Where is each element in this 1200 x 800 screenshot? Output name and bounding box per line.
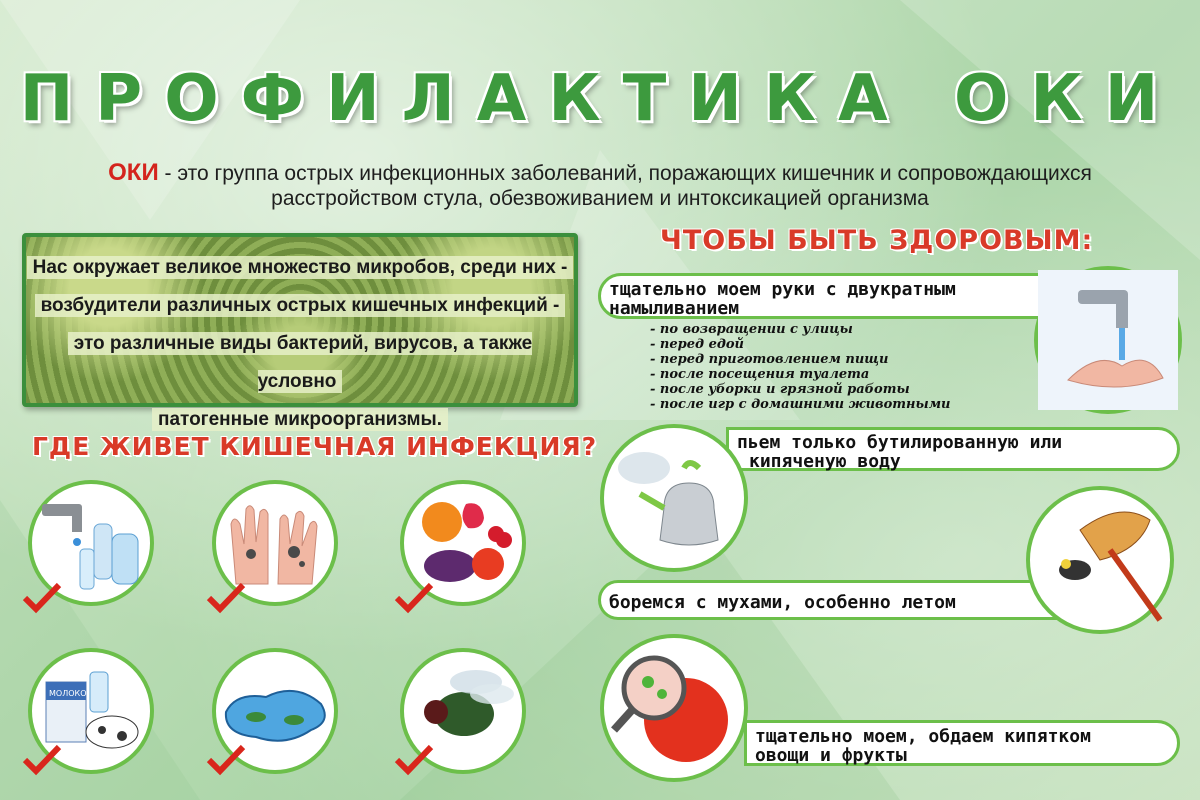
intro-line-2: расстройством стула, обезвоживанием и интоксикацией организма — [271, 187, 929, 210]
fly-swatter-icon — [1026, 486, 1174, 634]
tip-3-line-1: боремся с мухами, особенно летом — [609, 592, 956, 613]
tip-4-line-1: тщательно моем, обдаем кипятком — [755, 726, 1091, 747]
microbes-line-4: патогенные микроорганизмы. — [152, 408, 448, 431]
checkmark-icon — [22, 744, 62, 774]
tomato-magnifier-icon — [600, 634, 748, 782]
healthy-heading: ЧТОБЫ БЫТЬ ЗДОРОВЫМ: — [660, 225, 1094, 256]
milk-label: МОЛОКО — [49, 689, 87, 698]
checkmark-icon — [206, 744, 246, 774]
tip-1-line-2: намыливанием — [609, 298, 740, 319]
microbes-line-3: это различные виды бактерий, вирусов, а также условно — [68, 332, 532, 393]
intro-line-1: - это группа острых инфекционных заболеваний, поражающих кишечник и сопровождающихся — [158, 162, 1092, 185]
kettle-icon — [600, 424, 748, 572]
tip-4-line-2: овощи и фрукты — [755, 745, 907, 766]
list-item: - после игр с домашними животными — [650, 397, 951, 412]
list-item: - после уборки и грязной работы — [650, 382, 910, 397]
microbes-line-2: возбудители различных острых кишечных инфекций - — [35, 294, 566, 317]
checkmark-icon — [206, 582, 246, 612]
tip-1-line-1: тщательно моем руки с двукратным — [609, 279, 956, 300]
list-item: - перед приготовлением пищи — [650, 352, 889, 367]
tip-handwashing — [598, 273, 1068, 319]
checkmark-icon — [394, 744, 434, 774]
tip-2-line-1: пьем только бутилированную или — [737, 432, 1063, 453]
checkmark-icon — [22, 582, 62, 612]
microbes-info-box — [22, 233, 578, 430]
handwashing-icon — [1034, 266, 1182, 414]
where-heading: ГДЕ ЖИВЕТ КИШЕЧНАЯ ИНФЕКЦИЯ? — [32, 432, 598, 461]
intro-text — [10, 160, 1190, 211]
checkmark-icon — [394, 582, 434, 612]
tip-wash-vegetables — [744, 720, 1180, 766]
tip-2-line-2: кипяченую воду — [749, 451, 901, 472]
microbes-line-1: Нас окружает великое множество микробов, среди них - — [27, 256, 574, 279]
page-title: ПРОФИЛАКТИКА ОКИ — [19, 62, 1181, 136]
list-item: - по возвращении с улицы — [650, 322, 853, 337]
tip-bottled-water — [726, 427, 1180, 471]
list-item: - после посещения туалета — [650, 367, 870, 382]
list-item: - перед едой — [650, 337, 745, 352]
intro-term: ОКИ — [108, 159, 159, 186]
handwashing-cases-list — [650, 322, 951, 412]
tip-fight-flies — [598, 580, 1068, 620]
